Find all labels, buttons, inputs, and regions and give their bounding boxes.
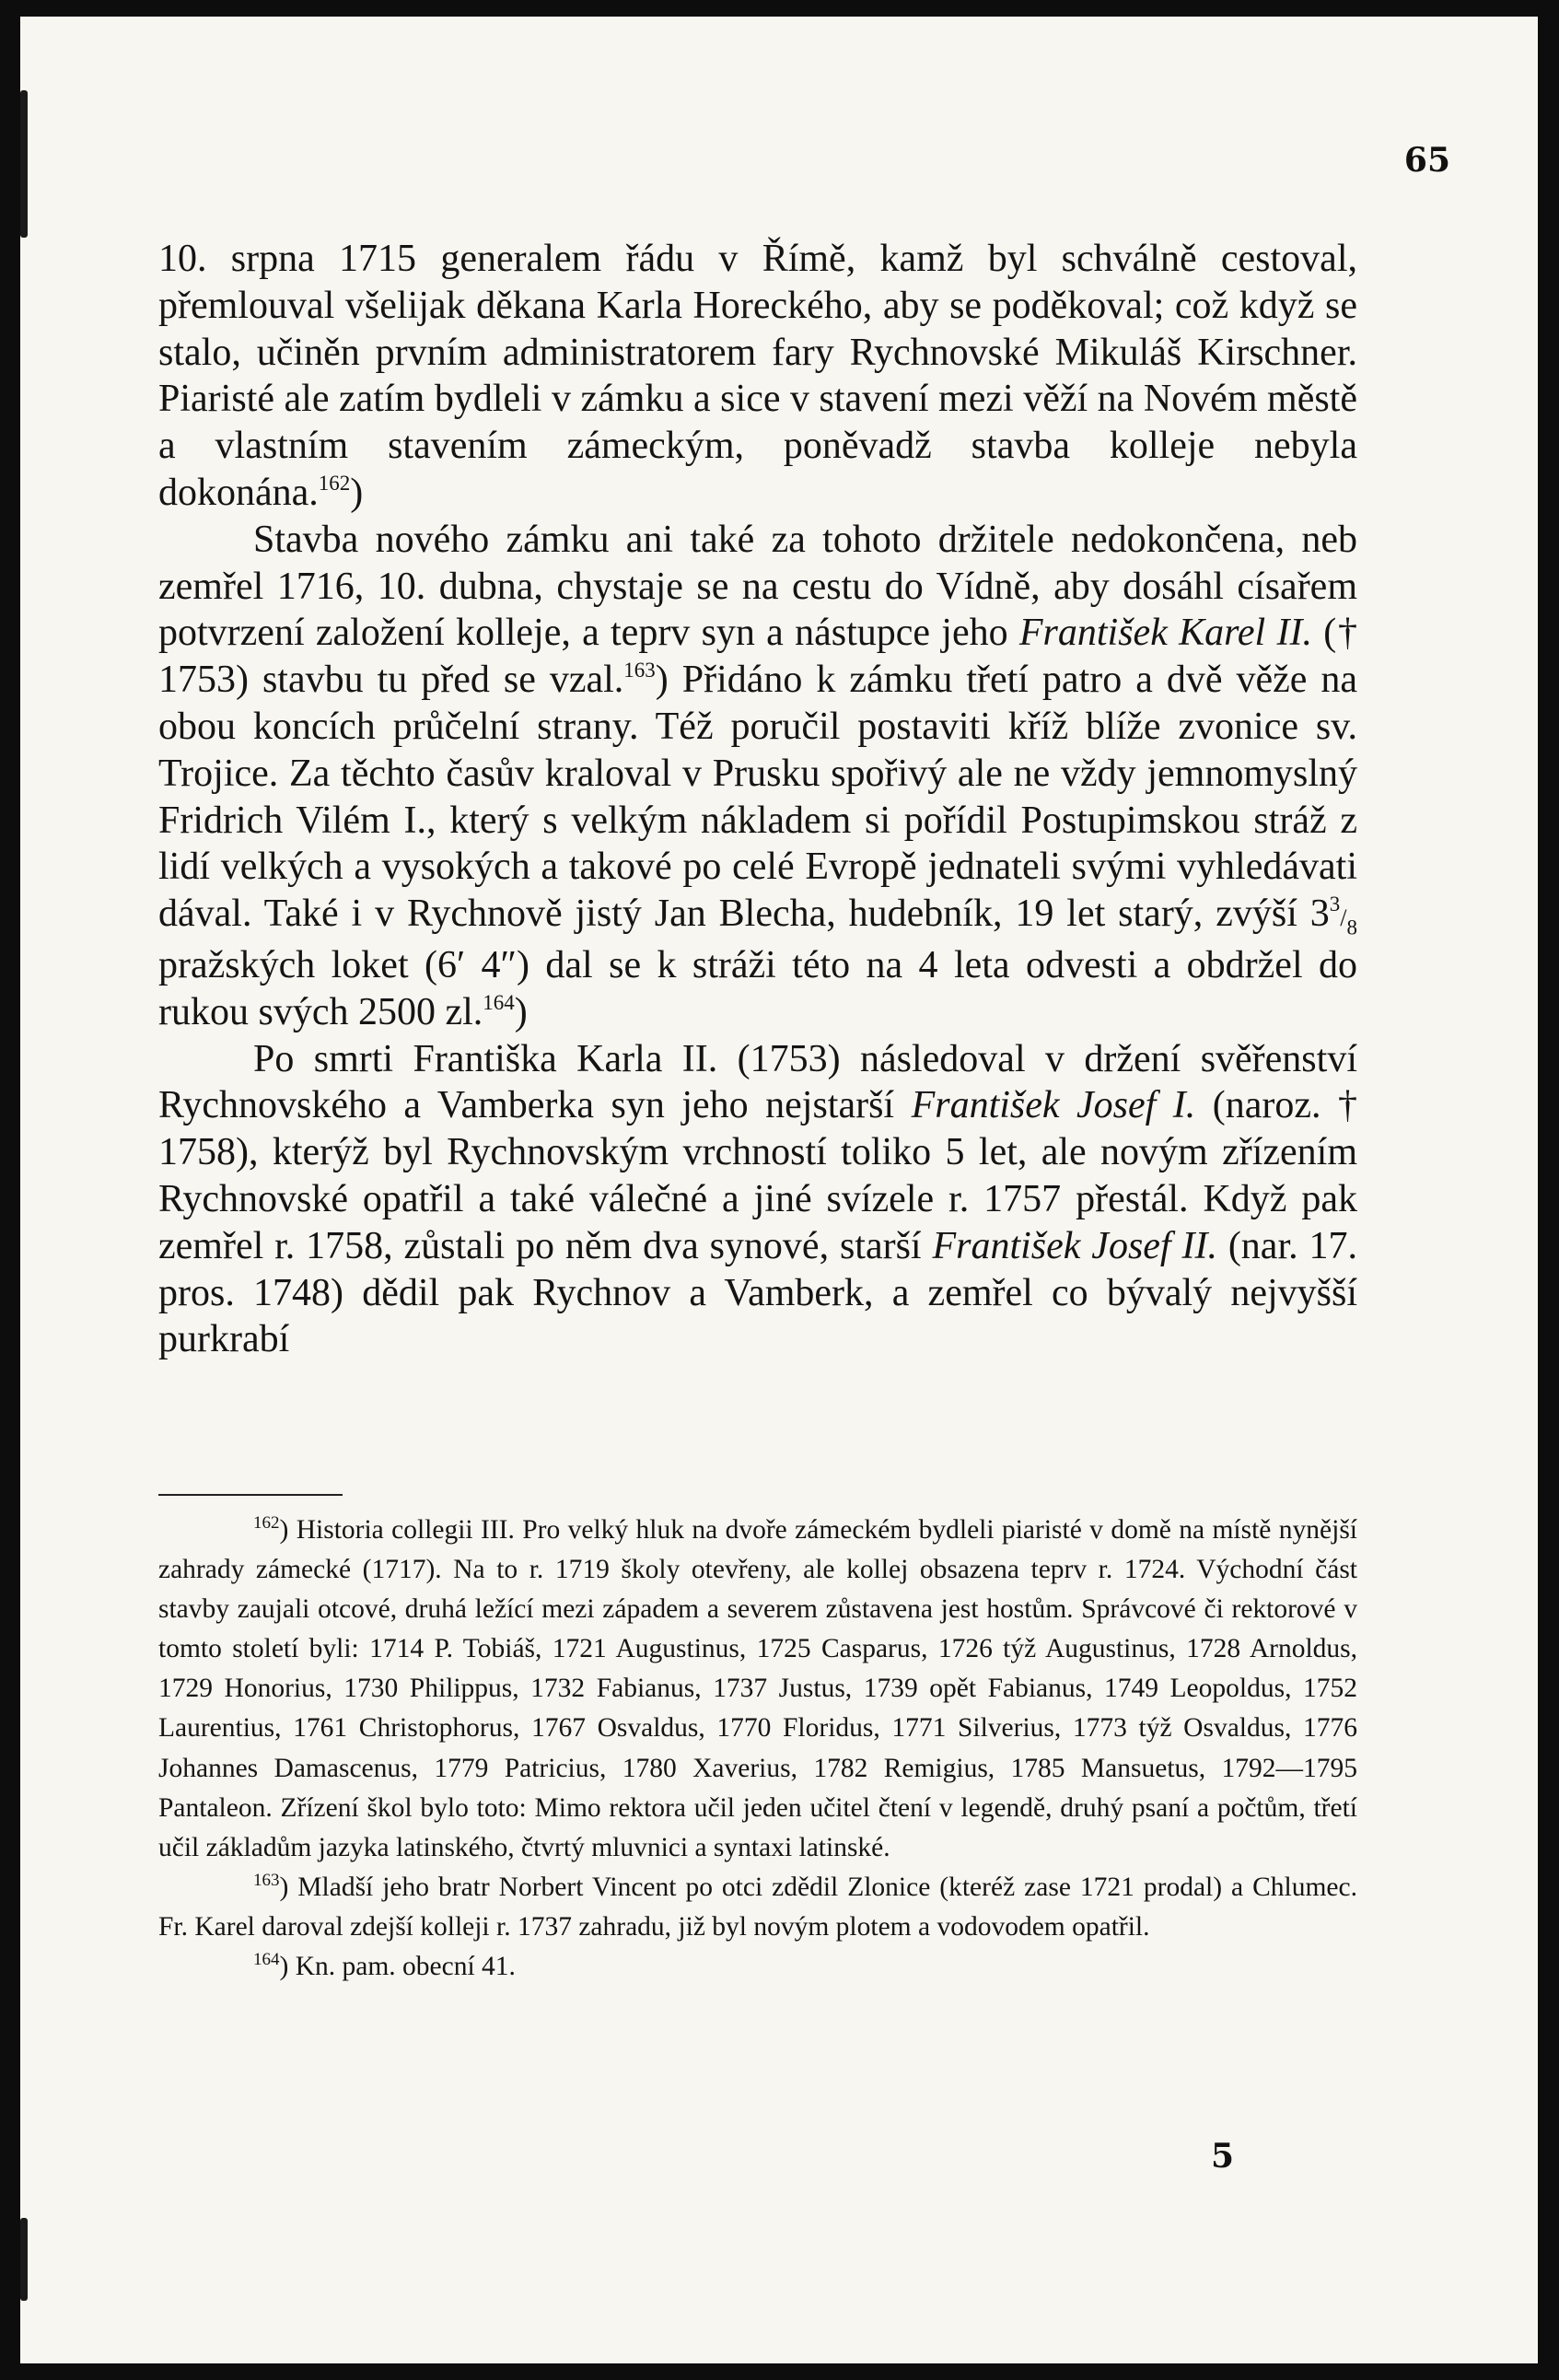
footnote-162: $^{162}$) Historia collegii III. Pro velký hluk na dvoře zámeckém bydleli piaristé v domě na místě nynější zahrady zámecké (1717). Na to r. 1719 školy otevřeny, ale kollej obsazena teprv r. 1724. Východní část stavby zaujali otcové, druhá ležící mezi západem a severem zůstavena jest hostům. Správcové či rektorové v tomto století byli: 1714 P. Tobiáš, 1721 Augustinus, 1725 Casparus, 1726 týž Augustinus, 1728 Arnoldus, 1729 Honorius, 1730 Philippus, 1732 Fabianus, 1737 Justus, 1739 opět Fabianus, 1749 Leopoldus, 1752 Laurentius, 1761 Christophorus, 1767 Osvaldus, 1770 Floridus, 1771 Silverius, 1773 týž Osvaldus, 1776 Johannes Damascenus, 1779 Patricius, 1780 Xaverius, 1782 Remigius, 1785 Mansuetus, 1792—1795 Pantaleon. Zřízení škol bylo toto: Mimo rektora učil jeden učitel čtení v legendě, druhý psaní a počtům, třetí učil základům jazyka latinského, čtvrtý mluvnici a syntaxi latinské. bbox=[158, 1513, 1357, 1862]
person-name: František Josef I. bbox=[911, 1084, 1196, 1127]
footnote-164: $^{164}$) Kn. pam. obecní 41. bbox=[253, 1950, 516, 1982]
paragraph-3: Po smrti Františka Karla II. (1753) následoval v držení svěřenství Rychnovského a Vamberka syn jeho nejstarší František Josef I. (naroz. † 1758), kterýž byl Rychnovským vrchností toliko 5 let, ale novým zřízením Rychnovské opatřil a také válečné a jiné svízele r. 1757 přestál. Když pak zemřel r. 1758, zůstali po něm dva synové, starší František Josef II. (nar. 17. pros. 1748) dědil pak Rychnov a Vamberk, a zemřel co bývalý nejvyšší purkrabí bbox=[158, 1037, 1357, 1361]
paragraph-2: Stavba nového zámku ani také za tohoto držitele nedokončena, neb zemřel 1716, 10. dubna, chystaje se na cestu do Vídně, aby dosáhl císařem potvrzení založení kolleje, a teprv syn a nástupce jeho František Karel II. († 1753) stavbu tu před se vzal.$^{163}$) Přidáno k zámku třetí patro a dvě věže na obou koncích průčelní strany. Též poručil postaviti kříž blíže zvonice sv. Trojice. Za těchto časův kraloval v Prusku spořivý ale ne vždy jemnomyslný Fridrich Vilém I., který s velkým nákladem si pořídil Postupimskou stráž z lidí velkých a vysokých a takové po celé Evropě jednateli svými vyhledávati dával. Také i v Rychnově jistý Jan Blecha, hudebník, 19 let starý, zvýší $3^3/_8$ pražských loket (6′ 4″) dal se k stráži této na 4 leta odvesti a obdržel do rukou svých 2500 zl.$^{164}$) bbox=[158, 518, 1358, 1033]
fraction-denominator: 8 bbox=[1346, 916, 1357, 939]
fraction-numerator: 3 bbox=[1329, 892, 1341, 916]
footnote-ref-162: 162 bbox=[318, 471, 351, 495]
footnote-163: $^{163}$) Mladší jeho bratr Norbert Vincent po otci zdědil Zlonice (kteréž zase 1721 prodal) a Chlumec. Fr. Karel daroval zdejší kolleji r. 1737 zahradu, již byl novým plotem a vodovodem opatřil. bbox=[158, 1870, 1357, 1942]
footnote-ref-164: 164 bbox=[483, 990, 515, 1014]
paragraph-1: 10. srpna 1715 generalem řádu v Římě, kamž byl schválně cestoval, přemlouval všelijak děkana Karla Horeckého, aby se poděkoval; což když se stalo, učiněn prvním administratorem fary Rychnovské Mikuláš Kirschner. Piaristé ale zatím bydleli v zámku a sice v stavení mezi věží na Novém městě a vlastním stavením zámeckým, poněvadž stavba kolleje nebyla dokonána.$^{162}$) bbox=[158, 238, 1357, 514]
main-text bbox=[158, 236, 1357, 1363]
person-name: František Josef II. bbox=[932, 1224, 1217, 1267]
footnote-divider bbox=[158, 1494, 343, 1496]
person-name: František Karel II. bbox=[1018, 612, 1312, 655]
binding-mark bbox=[20, 2218, 28, 2301]
footnotes bbox=[158, 1511, 1357, 1987]
binding-mark bbox=[20, 90, 28, 238]
scanned-page bbox=[20, 17, 1538, 2363]
page-number: 65 bbox=[1403, 141, 1450, 180]
fraction-slash: / bbox=[1340, 904, 1347, 932]
signature-mark: 5 bbox=[1210, 2137, 1234, 2176]
footnote-ref-163: 163 bbox=[623, 659, 656, 682]
